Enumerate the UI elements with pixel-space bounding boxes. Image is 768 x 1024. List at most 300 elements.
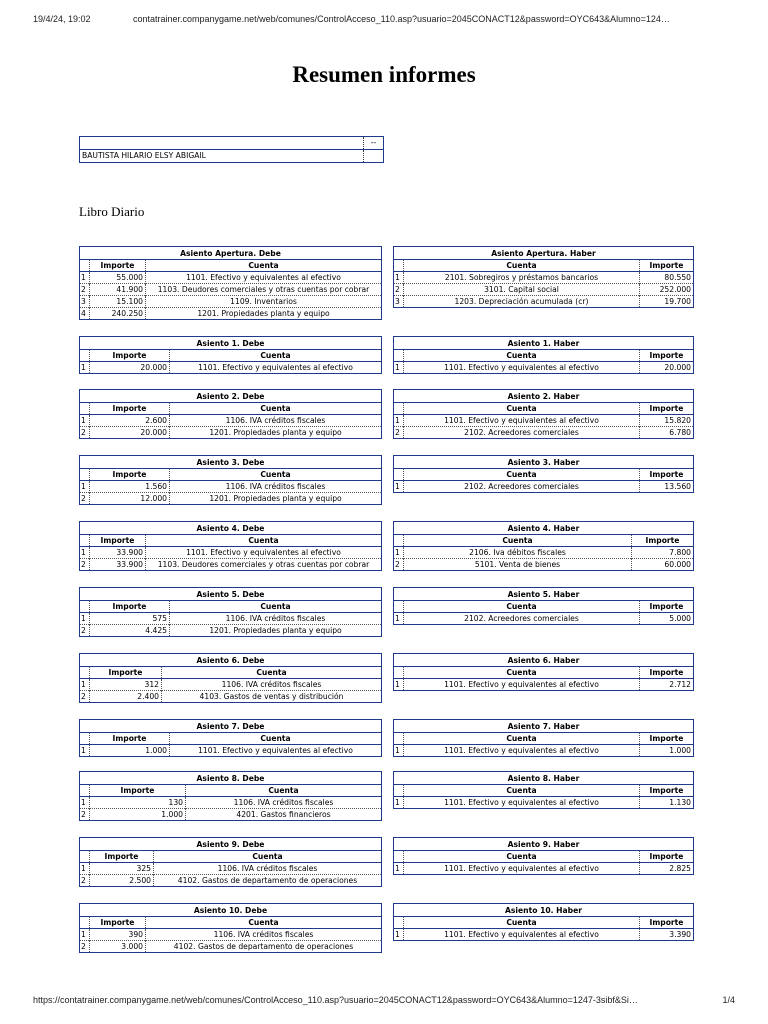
header-index-cell [394, 917, 404, 929]
cuenta-cell: 1101. Efectivo y equivalentes al efectivo [146, 272, 382, 284]
row-number: 1 [395, 930, 400, 939]
table-header-row [80, 785, 382, 797]
table-caption-row [394, 247, 694, 260]
table-caption-row [80, 337, 382, 350]
table-header-row [80, 535, 382, 547]
entry-title: Asiento 8. Debe [80, 772, 382, 785]
cuenta-cell: 2102. Acreedores comerciales [404, 427, 640, 439]
table-row [80, 547, 382, 559]
print-page-title: contatrainer.companygame.net/web/comunes/ControlAcceso_110.asp?usuario=2045CONACT12&password=OYC643&Alumno=124… [133, 14, 670, 24]
print-date: 19/4/24, 19:02 [33, 14, 91, 24]
header-importe: Importe [90, 469, 170, 481]
table-header-row [394, 667, 694, 679]
table-header-row [80, 733, 382, 745]
table-row [80, 625, 382, 637]
entry-title: Asiento 1. Haber [394, 337, 694, 350]
haber-table [393, 771, 694, 809]
header-importe: Importe [639, 601, 693, 613]
debe-table [79, 389, 382, 439]
entry-title: Asiento 6. Debe [80, 654, 382, 667]
header-importe: Importe [639, 851, 693, 863]
importe-cell: 1.560 [90, 481, 170, 493]
importe-cell: 20.000 [90, 427, 170, 439]
entry-title: Asiento 5. Debe [80, 588, 382, 601]
header-importe: Importe [90, 260, 146, 272]
table-header-row [80, 469, 382, 481]
importe-cell: 2.600 [90, 415, 170, 427]
entry-title: Asiento 3. Haber [394, 456, 694, 469]
importe-cell: 33.900 [90, 547, 146, 559]
importe-cell: 15.820 [639, 415, 693, 427]
row-number: 1 [81, 680, 86, 689]
table-row [394, 613, 694, 625]
row-number: 1 [81, 363, 86, 372]
header-importe: Importe [639, 350, 693, 362]
importe-cell: 41.900 [90, 284, 146, 296]
table-row [80, 797, 382, 809]
table-row [394, 481, 694, 493]
cuenta-cell: 1106. IVA créditos fiscales [154, 863, 382, 875]
table-row [80, 308, 382, 320]
importe-cell: 312 [90, 679, 162, 691]
row-number: 1 [395, 614, 400, 623]
table-caption-row [394, 390, 694, 403]
cuenta-cell: 1101. Efectivo y equivalentes al efectivo [170, 362, 382, 374]
table-header-row [80, 350, 382, 362]
header-importe: Importe [90, 403, 170, 415]
cuenta-cell: 1101. Efectivo y equivalentes al efectivo [404, 797, 640, 809]
importe-cell: 55.000 [90, 272, 146, 284]
table-row [394, 797, 694, 809]
header-index-cell [394, 733, 404, 745]
row-number: 1 [395, 273, 400, 282]
row-number: 1 [395, 363, 400, 372]
debe-table [79, 455, 382, 505]
header-cuenta: Cuenta [170, 403, 382, 415]
cuenta-cell: 1101. Efectivo y equivalentes al efectivo [404, 679, 640, 691]
entry-title: Asiento Apertura. Haber [394, 247, 694, 260]
importe-cell: 575 [90, 613, 170, 625]
header-cuenta: Cuenta [404, 403, 640, 415]
print-header [33, 14, 735, 28]
header-importe: Importe [639, 667, 693, 679]
importe-cell: 7.800 [631, 547, 693, 559]
cuenta-cell: 1201. Propiedades planta y equipo [170, 625, 382, 637]
row-number: 2 [80, 559, 90, 571]
importe-cell: 60.000 [631, 559, 693, 571]
table-row [394, 362, 694, 374]
importe-cell: 2.400 [90, 691, 162, 703]
importe-cell: 19.700 [640, 296, 694, 308]
header-index-cell [394, 667, 404, 679]
row-number: 1 [395, 864, 400, 873]
row-number: 1 [81, 864, 86, 873]
table-caption-row [80, 588, 382, 601]
cuenta-cell: 1101. Efectivo y equivalentes al efectivo [404, 415, 640, 427]
entry-title: Asiento 6. Haber [394, 654, 694, 667]
row-number: 1 [81, 273, 86, 282]
table-caption-row [394, 772, 694, 785]
header-cuenta: Cuenta [404, 851, 640, 863]
table-header-row [80, 667, 382, 679]
entry-title: Asiento 2. Debe [80, 390, 382, 403]
importe-cell: 2.500 [90, 875, 154, 887]
haber-table [393, 903, 694, 941]
table-caption-row [394, 904, 694, 917]
header-importe: Importe [90, 350, 170, 362]
debe-table [79, 837, 382, 887]
entry-title: Asiento 9. Haber [394, 838, 694, 851]
cuenta-cell: 4102. Gastos de departamento de operaciones [154, 875, 382, 887]
table-header-row [394, 469, 694, 481]
row-number: 2 [80, 284, 90, 296]
debe-table [79, 653, 382, 703]
entry-title: Asiento 7. Debe [80, 720, 382, 733]
row-number: 1 [81, 746, 86, 755]
table-row [394, 284, 694, 296]
table-row [80, 863, 382, 875]
table-row [394, 272, 694, 284]
header-index-cell [80, 851, 90, 863]
table-caption-row [394, 654, 694, 667]
haber-table [393, 389, 694, 439]
importe-cell: 5.000 [639, 613, 693, 625]
row-number: 2 [80, 691, 90, 703]
table-caption-row [80, 390, 382, 403]
debe-table [79, 246, 382, 320]
cuenta-cell: 2102. Acreedores comerciales [404, 481, 640, 493]
table-header-row [80, 917, 382, 929]
row-number: 1 [395, 548, 400, 557]
row-number: 1 [395, 798, 400, 807]
haber-table [393, 719, 694, 757]
entry-title: Asiento 8. Haber [394, 772, 694, 785]
table-header-row [394, 350, 694, 362]
importe-cell: 3.390 [639, 929, 693, 941]
table-row [394, 547, 694, 559]
debe-table [79, 521, 382, 571]
haber-table [393, 587, 694, 625]
header-index-cell [80, 733, 90, 745]
row-number: 1 [395, 416, 400, 425]
entry-title: Asiento 9. Debe [80, 838, 382, 851]
table-caption-row [394, 522, 694, 535]
table-caption-row [394, 720, 694, 733]
cuenta-cell: 1101. Efectivo y equivalentes al efectivo [170, 745, 382, 757]
row-number: 2 [394, 559, 404, 571]
header-importe: Importe [90, 851, 154, 863]
table-row [80, 941, 382, 953]
row-number: 2 [80, 809, 90, 821]
header-index-cell [394, 403, 404, 415]
header-index-cell [80, 601, 90, 613]
cuenta-cell: 1101. Efectivo y equivalentes al efectivo [404, 929, 640, 941]
table-header-row [80, 851, 382, 863]
table-row [394, 745, 694, 757]
row-number: 1 [395, 482, 400, 491]
importe-cell: 12.000 [90, 493, 170, 505]
table-header-row [80, 601, 382, 613]
table-row [80, 272, 382, 284]
header-cuenta: Cuenta [146, 260, 382, 272]
entry-title: Asiento Apertura. Debe [80, 247, 382, 260]
section-title: Libro Diario [79, 204, 145, 219]
cuenta-cell: 1109. Inventarios [146, 296, 382, 308]
table-row [394, 559, 694, 571]
entry-title: Asiento 7. Haber [394, 720, 694, 733]
table-row [80, 284, 382, 296]
cuenta-cell: 2101. Sobregiros y préstamos bancarios [404, 272, 640, 284]
print-page-number: 1/4 [722, 995, 735, 1005]
header-cuenta: Cuenta [162, 667, 382, 679]
importe-cell: 240.250 [90, 308, 146, 320]
header-cuenta: Cuenta [404, 535, 632, 547]
header-importe: Importe [640, 260, 694, 272]
importe-cell: 2.712 [639, 679, 693, 691]
table-row [80, 875, 382, 887]
importe-cell: 1.000 [639, 745, 693, 757]
importe-cell: 252.000 [640, 284, 694, 296]
entry-title: Asiento 4. Debe [80, 522, 382, 535]
cuenta-cell: 1106. IVA créditos fiscales [186, 797, 382, 809]
entry-title: Asiento 5. Haber [394, 588, 694, 601]
row-number: 1 [81, 930, 86, 939]
header-importe: Importe [90, 601, 170, 613]
importe-cell: 4.425 [90, 625, 170, 637]
importe-cell: 1.130 [639, 797, 693, 809]
table-row [394, 929, 694, 941]
header-index-cell [394, 785, 404, 797]
row-number: 2 [80, 493, 90, 505]
student-extra-cell [363, 150, 383, 162]
header-cuenta: Cuenta [186, 785, 382, 797]
row-number: 1 [81, 614, 86, 623]
table-row [80, 691, 382, 703]
entry-title: Asiento 10. Debe [80, 904, 382, 917]
debe-table [79, 587, 382, 637]
cuenta-cell: 1101. Efectivo y equivalentes al efectivo [404, 745, 640, 757]
entry-title: Asiento 4. Haber [394, 522, 694, 535]
table-row [80, 929, 382, 941]
header-importe: Importe [631, 535, 693, 547]
table-caption-row [394, 838, 694, 851]
header-importe: Importe [639, 917, 693, 929]
table-row [394, 415, 694, 427]
table-row [80, 296, 382, 308]
table-header-row [394, 535, 694, 547]
header-index-cell [394, 469, 404, 481]
header-cuenta: Cuenta [170, 350, 382, 362]
table-row [394, 427, 694, 439]
haber-table [393, 336, 694, 374]
header-index-cell [80, 350, 90, 362]
cuenta-cell: 1106. IVA créditos fiscales [146, 929, 382, 941]
table-caption-row [80, 838, 382, 851]
table-header-row [394, 917, 694, 929]
header-importe: Importe [639, 785, 693, 797]
row-number: 3 [394, 296, 404, 308]
importe-cell: 15.100 [90, 296, 146, 308]
header-index-cell [394, 851, 404, 863]
haber-table [393, 837, 694, 875]
cuenta-cell: 1103. Deudores comerciales y otras cuentas por cobrar [146, 559, 382, 571]
table-row [80, 427, 382, 439]
cuenta-cell: 4201. Gastos financieros [186, 809, 382, 821]
cuenta-cell: 1101. Efectivo y equivalentes al efectivo [404, 863, 640, 875]
table-row [80, 415, 382, 427]
table-row [394, 296, 694, 308]
header-importe: Importe [90, 917, 146, 929]
importe-cell: 130 [90, 797, 186, 809]
haber-table [393, 246, 694, 308]
importe-cell: 1.000 [90, 745, 170, 757]
header-index-cell [80, 260, 90, 272]
table-caption-row [394, 588, 694, 601]
table-header-row [394, 601, 694, 613]
header-cuenta: Cuenta [146, 917, 382, 929]
cuenta-cell: 2102. Acreedores comerciales [404, 613, 640, 625]
header-index-cell [80, 403, 90, 415]
importe-cell: 20.000 [90, 362, 170, 374]
haber-table [393, 455, 694, 493]
table-caption-row [80, 456, 382, 469]
row-number: 1 [395, 680, 400, 689]
header-cuenta: Cuenta [404, 785, 640, 797]
header-cuenta: Cuenta [404, 469, 640, 481]
table-header-row [80, 260, 382, 272]
cuenta-cell: 5101. Venta de bienes [404, 559, 632, 571]
header-index-cell [394, 260, 404, 272]
importe-cell: 325 [90, 863, 154, 875]
table-caption-row [80, 654, 382, 667]
table-header-row [80, 403, 382, 415]
debe-table [79, 719, 382, 757]
header-cuenta: Cuenta [146, 535, 382, 547]
cuenta-cell: 1103. Deudores comerciales y otras cuentas por cobrar [146, 284, 382, 296]
row-number: 2 [80, 427, 90, 439]
header-cuenta: Cuenta [404, 917, 640, 929]
header-importe: Importe [90, 785, 186, 797]
header-cuenta: Cuenta [404, 350, 640, 362]
table-header-row [394, 733, 694, 745]
importe-cell: 33.900 [90, 559, 146, 571]
print-url: https://contatrainer.companygame.net/web/comunes/ControlAcceso_110.asp?usuario=2045CONACT12&password=OYC643&Alumno=1247-3sibf&Si… [33, 995, 638, 1005]
cuenta-cell: 1106. IVA créditos fiscales [162, 679, 382, 691]
cuenta-cell: 1203. Depreciación acumulada (cr) [404, 296, 640, 308]
cuenta-cell: 1201. Propiedades planta y equipo [170, 427, 382, 439]
entry-title: Asiento 2. Haber [394, 390, 694, 403]
entry-title: Asiento 1. Debe [80, 337, 382, 350]
table-row [80, 745, 382, 757]
importe-cell: 80.550 [640, 272, 694, 284]
print-footer [33, 995, 735, 1009]
header-importe: Importe [639, 733, 693, 745]
table-row [80, 559, 382, 571]
student-box [79, 136, 384, 163]
row-number: 1 [81, 798, 86, 807]
student-header-cell [80, 137, 363, 149]
header-index-cell [80, 667, 90, 679]
row-number: 1 [81, 416, 86, 425]
importe-cell: 2.825 [639, 863, 693, 875]
cuenta-cell: 1201. Propiedades planta y equipo [146, 308, 382, 320]
header-index-cell [394, 601, 404, 613]
header-cuenta: Cuenta [154, 851, 382, 863]
debe-table [79, 771, 382, 821]
debe-table [79, 336, 382, 374]
header-cuenta: Cuenta [404, 667, 640, 679]
cuenta-cell: 1106. IVA créditos fiscales [170, 481, 382, 493]
haber-table [393, 653, 694, 691]
header-index-cell [80, 785, 90, 797]
table-row [80, 362, 382, 374]
table-header-row [394, 260, 694, 272]
header-cuenta: Cuenta [170, 601, 382, 613]
cuenta-cell: 4103. Gastos de ventas y distribución [162, 691, 382, 703]
row-number: 2 [80, 875, 90, 887]
table-header-row [394, 785, 694, 797]
cuenta-cell: 2106. Iva débitos fiscales [404, 547, 632, 559]
importe-cell: 20.000 [639, 362, 693, 374]
row-number: 2 [394, 284, 404, 296]
header-importe: Importe [90, 667, 162, 679]
header-index-cell [80, 917, 90, 929]
table-row [80, 809, 382, 821]
cuenta-cell: 1106. IVA créditos fiscales [170, 613, 382, 625]
entry-title: Asiento 10. Haber [394, 904, 694, 917]
header-importe: Importe [639, 469, 693, 481]
header-index-cell [80, 535, 90, 547]
row-number: 3 [80, 296, 90, 308]
table-row [394, 679, 694, 691]
importe-cell: 390 [90, 929, 146, 941]
header-cuenta: Cuenta [404, 601, 640, 613]
header-importe: Importe [90, 535, 146, 547]
header-cuenta: Cuenta [170, 469, 382, 481]
row-number: 4 [80, 308, 90, 320]
table-caption-row [80, 247, 382, 260]
table-header-row [394, 403, 694, 415]
table-header-row [394, 851, 694, 863]
row-number: 1 [395, 746, 400, 755]
importe-cell: 3.000 [90, 941, 146, 953]
table-row [394, 863, 694, 875]
header-cuenta: Cuenta [404, 260, 640, 272]
cuenta-cell: 1201. Propiedades planta y equipo [170, 493, 382, 505]
student-name: BAUTISTA HILARIO ELSY ABIGAIL [82, 151, 206, 160]
table-caption-row [394, 337, 694, 350]
table-caption-row [80, 720, 382, 733]
header-cuenta: Cuenta [404, 733, 640, 745]
header-index-cell [394, 350, 404, 362]
table-row [80, 679, 382, 691]
row-number: 2 [394, 427, 404, 439]
table-caption-row [80, 522, 382, 535]
haber-table [393, 521, 694, 571]
debe-table [79, 903, 382, 953]
header-index-cell [80, 469, 90, 481]
table-caption-row [394, 456, 694, 469]
row-number: 1 [81, 482, 86, 491]
row-number: 2 [80, 625, 90, 637]
table-row [80, 613, 382, 625]
cuenta-cell: 1101. Efectivo y equivalentes al efectivo [404, 362, 640, 374]
table-caption-row [80, 904, 382, 917]
header-importe: Importe [639, 403, 693, 415]
row-number: 2 [80, 941, 90, 953]
row-number: 1 [81, 548, 86, 557]
cuenta-cell: 1101. Efectivo y equivalentes al efectivo [146, 547, 382, 559]
